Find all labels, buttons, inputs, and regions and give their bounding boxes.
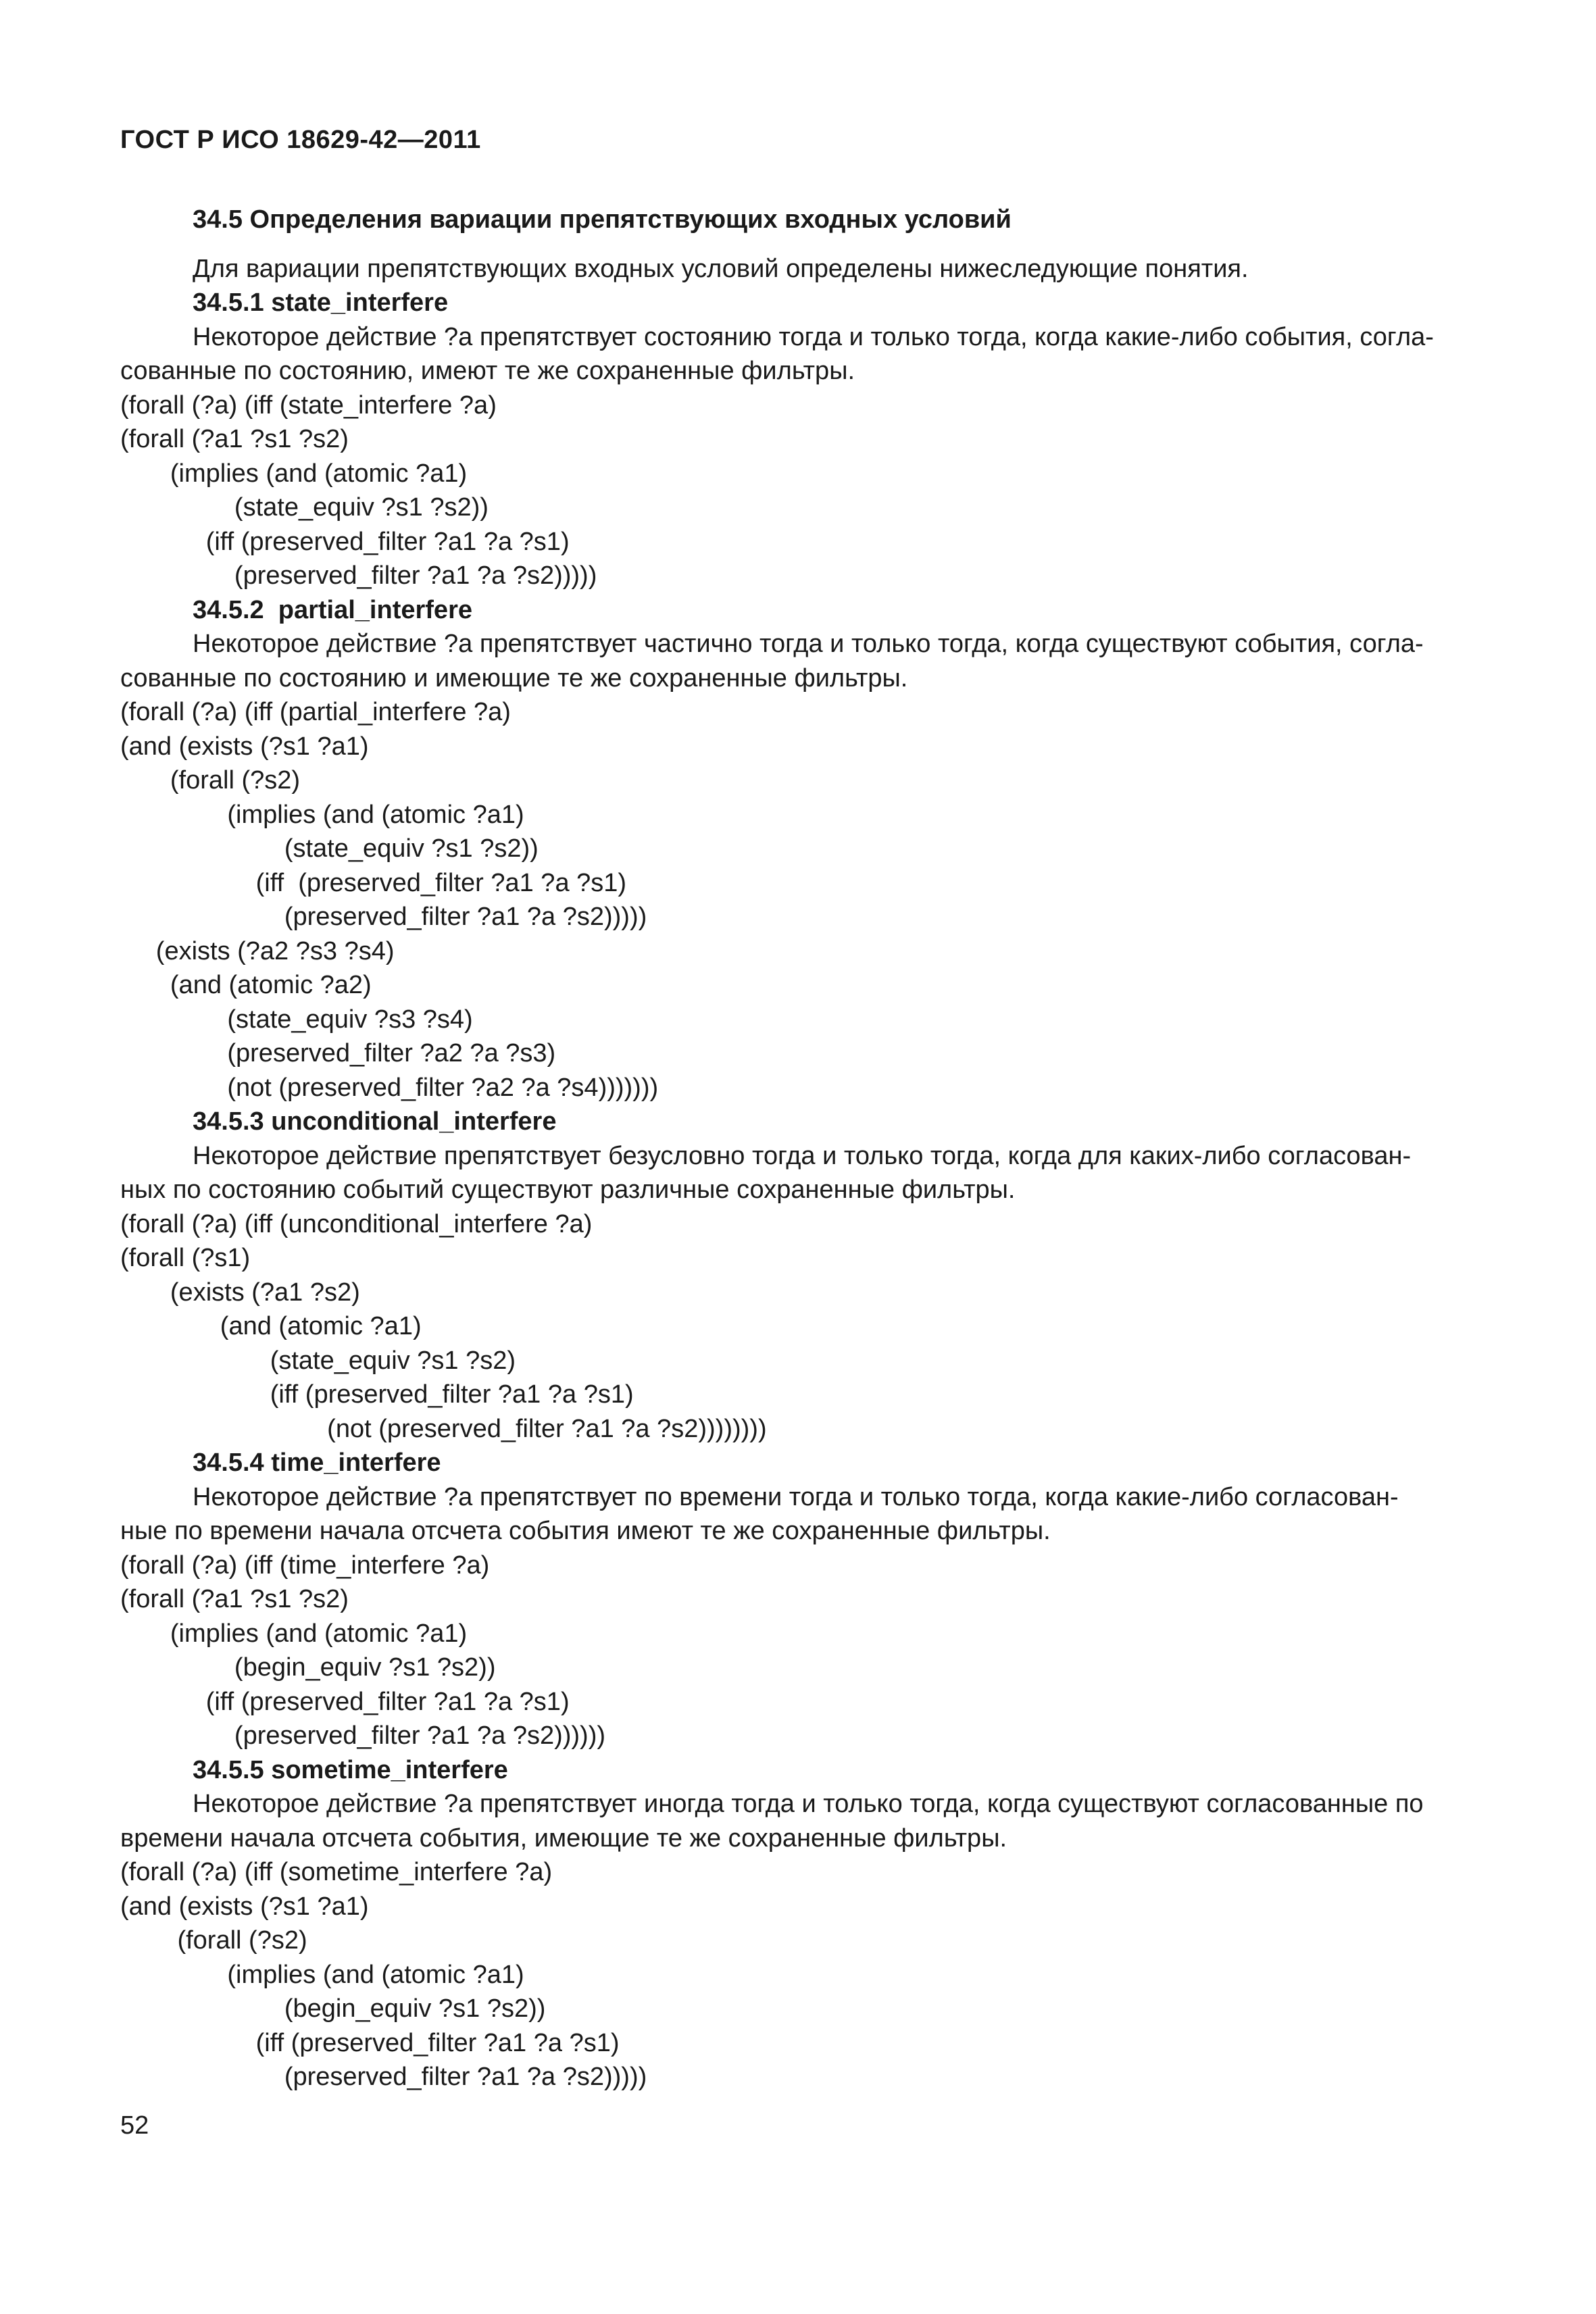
subsection-heading: 34.5.3 unconditional_interfere — [193, 1107, 557, 1136]
paragraph-line: Некоторое действие препятствует безусловно тогда и только тогда, когда для каких-либо согласован- — [193, 1141, 1412, 1170]
subsection-heading: 34.5.2 partial_interfere — [193, 595, 472, 624]
paragraph-line: Некоторое действие ?a препятствует по времени тогда и только тогда, когда какие-либо согласован- — [193, 1482, 1399, 1511]
code-line: (forall (?a) (iff (time_interfere ?a) — [120, 1551, 490, 1580]
code-line: (forall (?a) (iff (partial_interfere ?a) — [120, 698, 511, 726]
code-line: (not (preserved_filter ?a2 ?a ?s4))))))) — [120, 1073, 659, 1102]
code-line: (begin_equiv ?s1 ?s2)) — [120, 1653, 496, 1682]
code-line: (implies (and (atomic ?a1) — [120, 1619, 468, 1648]
paragraph-line: Некоторое действие ?a препятствует состоянию тогда и только тогда, когда какие-либо события, согла- — [193, 322, 1434, 351]
paragraph-line: сованные по состоянию и имеющие те же сохраненные фильтры. — [120, 663, 908, 693]
paragraph-line: времени начала отсчета события, имеющие те же сохраненные фильтры. — [120, 1823, 1007, 1853]
subsection-heading: 34.5.1 state_interfere — [193, 288, 449, 317]
code-line: (and (atomic ?a2) — [120, 971, 372, 999]
code-line: (implies (and (atomic ?a1) — [120, 1960, 524, 1989]
paragraph-line: Некоторое действие ?a препятствует иногда тогда и только тогда, когда существуют согласованные по — [193, 1790, 1424, 1818]
section-title: 34.5 Определения вариации препятствующих входных условий — [193, 205, 1012, 234]
code-line: (forall (?s2) — [120, 766, 301, 795]
code-line: (exists (?a2 ?s3 ?s4) — [120, 936, 395, 965]
subsection-heading: 34.5.5 sometime_interfere — [193, 1755, 508, 1784]
code-line: (forall (?a) (iff (state_interfere ?a) — [120, 391, 497, 420]
code-line: (and (exists (?s1 ?a1) — [120, 1892, 369, 1921]
paragraph-line: Некоторое действие ?a препятствует частично тогда и только тогда, когда существуют события, согла- — [193, 630, 1424, 658]
code-line: (and (atomic ?a1) — [120, 1312, 422, 1340]
document-code-header: ГОСТ Р ИСО 18629-42—2011 — [120, 126, 481, 154]
subsection-heading: 34.5.4 time_interfere — [193, 1449, 441, 1477]
code-line: (iff (preserved_filter ?a1 ?a ?s1) — [120, 2028, 620, 2057]
code-line: (forall (?s2) — [120, 1926, 307, 1955]
paragraph-line: ные по времени начала отсчета события имеют те же сохраненные фильтры. — [120, 1517, 1051, 1545]
code-line: (forall (?a1 ?s1 ?s2) — [120, 425, 349, 453]
paragraph-line: сованные по состоянию, имеют те же сохраненные фильтры. — [120, 357, 855, 385]
code-line: (exists (?a1 ?s2) — [120, 1278, 360, 1307]
code-line: (state_equiv ?s3 ?s4) — [120, 1005, 473, 1034]
code-line: (preserved_filter ?a1 ?a ?s2))))) — [120, 2063, 647, 2091]
page-number: 52 — [120, 2111, 149, 2140]
code-line: (preserved_filter ?a2 ?a ?s3) — [120, 1039, 556, 1067]
code-line: (state_equiv ?s1 ?s2)) — [120, 493, 489, 522]
code-line: (iff (preserved_filter ?a1 ?a ?s1) — [120, 1687, 570, 1716]
code-line: (begin_equiv ?s1 ?s2)) — [120, 1994, 546, 2023]
code-line: (forall (?a1 ?s1 ?s2) — [120, 1585, 349, 1613]
code-line: (iff (preserved_filter ?a1 ?a ?s1) — [120, 1380, 634, 1409]
code-line: (state_equiv ?s1 ?s2)) — [120, 834, 539, 863]
code-line: (preserved_filter ?a1 ?a ?s2))))) — [120, 903, 647, 931]
code-line: (forall (?s1) — [120, 1244, 251, 1272]
code-line: (preserved_filter ?a1 ?a ?s2))))) — [120, 561, 597, 590]
code-line: (implies (and (atomic ?a1) — [120, 459, 468, 488]
paragraph-line: ных по состоянию событий существуют различные сохраненные фильтры. — [120, 1176, 1016, 1204]
code-line: (not (preserved_filter ?a1 ?a ?s2)))))))) — [120, 1414, 767, 1443]
code-line: (iff (preserved_filter ?a1 ?a ?s1) — [120, 527, 570, 556]
code-line: (forall (?a) (iff (sometime_interfere ?a) — [120, 1858, 553, 1886]
code-line: (forall (?a) (iff (unconditional_interfere ?a) — [120, 1209, 593, 1238]
code-line: (iff (preserved_filter ?a1 ?a ?s1) — [120, 868, 627, 897]
code-line: (preserved_filter ?a1 ?a ?s2)))))) — [120, 1721, 606, 1750]
section-intro: Для вариации препятствующих входных условий определены нижеследующие понятия. — [193, 254, 1249, 283]
page-content — [120, 203, 1478, 2094]
code-line: (and (exists (?s1 ?a1) — [120, 732, 369, 761]
code-line: (state_equiv ?s1 ?s2) — [120, 1346, 516, 1375]
code-line: (implies (and (atomic ?a1) — [120, 800, 524, 829]
